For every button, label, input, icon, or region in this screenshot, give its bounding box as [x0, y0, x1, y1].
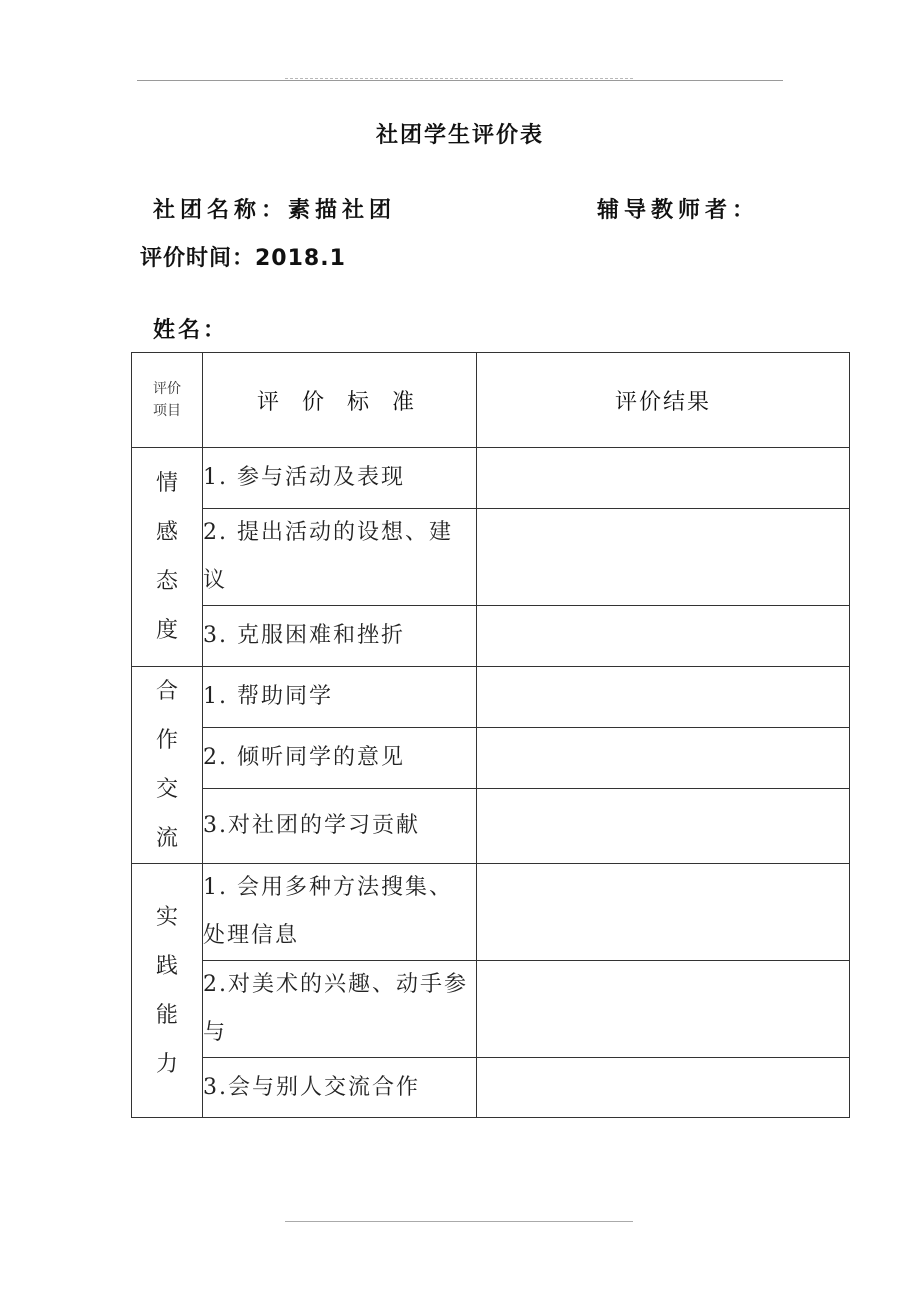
category-char: 实: [155, 904, 178, 930]
category-char: 作: [155, 728, 178, 753]
table-row: [132, 606, 850, 667]
criterion: 1. 帮助同学: [203, 667, 477, 728]
table-row: [132, 509, 850, 606]
category-char: 情: [155, 471, 178, 496]
table-header-row: [132, 353, 850, 448]
document-title: 社团学生评价表: [375, 123, 544, 148]
result-cell[interactable]: [477, 667, 850, 728]
result-cell[interactable]: [477, 728, 850, 789]
student-name-label: 姓名：: [153, 318, 229, 343]
header-standard: 评 价 标 准: [203, 353, 477, 448]
criterion: 1. 会用多种方法搜集、处理信息: [203, 864, 477, 961]
criterion: 1. 参与活动及表现: [203, 448, 477, 509]
result-cell[interactable]: [477, 606, 850, 667]
evaluation-date: 评价时间：2018.1: [140, 246, 346, 271]
header-item-line2: 项目: [153, 403, 181, 419]
category-char: 合: [155, 679, 178, 704]
category-char: 流: [155, 826, 178, 851]
header-rule-inner: [285, 78, 633, 79]
category-char: 践: [155, 953, 178, 979]
category-emotion: [132, 448, 203, 667]
criterion: 2. 提出活动的设想、建议: [203, 509, 477, 606]
header-item: [132, 353, 203, 448]
header-result: 评价结果: [477, 353, 850, 448]
result-cell[interactable]: [477, 961, 850, 1058]
table-row: [132, 1058, 850, 1118]
criterion: 2.对美术的兴趣、动手参与: [203, 961, 477, 1058]
teacher-label: 辅导教师者：: [597, 198, 760, 223]
category-char: 度: [155, 618, 178, 643]
header-item-line1: 评价: [153, 381, 181, 397]
table-row: [132, 728, 850, 789]
club-name: 社团名称：素描社团: [153, 198, 397, 223]
table-row: [132, 789, 850, 864]
result-cell[interactable]: [477, 448, 850, 509]
category-char: 感: [155, 520, 178, 545]
result-cell[interactable]: [477, 864, 850, 961]
table-row: [132, 961, 850, 1058]
evaluation-table: [131, 352, 850, 1118]
category-char: 交: [155, 777, 178, 802]
category-char: 能: [155, 1002, 178, 1028]
criterion: 3.对社团的学习贡献: [203, 789, 477, 864]
footer-rule: [285, 1221, 633, 1222]
result-cell[interactable]: [477, 789, 850, 864]
result-cell[interactable]: [477, 1058, 850, 1118]
header-rule: [137, 80, 783, 81]
table-row: [132, 864, 850, 961]
criterion: 2. 倾听同学的意见: [203, 728, 477, 789]
category-char: 力: [155, 1051, 178, 1077]
category-char: 态: [155, 569, 178, 594]
table-row: [132, 667, 850, 728]
table-row: [132, 448, 850, 509]
category-cooperation: [132, 667, 203, 864]
result-cell[interactable]: [477, 509, 850, 606]
criterion: 3. 克服困难和挫折: [203, 606, 477, 667]
category-practice: [132, 864, 203, 1118]
criterion: 3.会与别人交流合作: [203, 1058, 477, 1118]
